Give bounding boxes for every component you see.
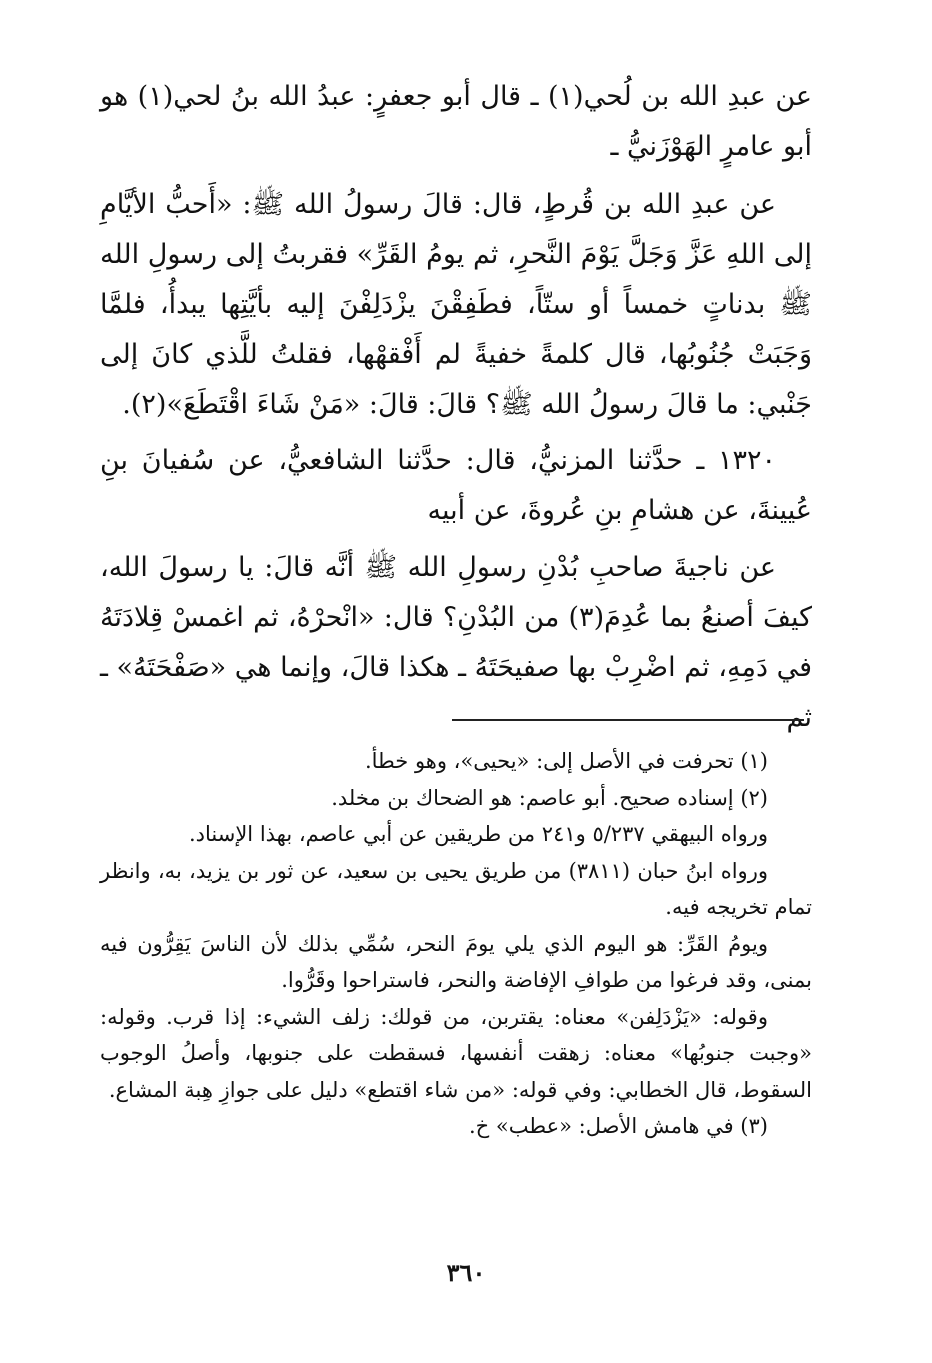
footnote-2-line-2: ورواه البيهقي ٥/٢٣٧ و٢٤١ من طريقين عن أبي عاصم، بهذا الإسناد. xyxy=(188,822,768,846)
hadith-number-paragraph: ١٣٢٠ ـ حدَّثنا المزنيُّ، قال: حدَّثنا الشافعيُّ، عن سُفيانَ بنِ عُيينةَ، عن هشامِ بنِ عُروةَ، عن أبيه xyxy=(100,445,812,526)
footnote-2-line-3: ورواه ابنُ حبان (٣٨١١) من طريق يحيى بن سعيد، عن ثور بن يزيد، به، وانظر تمام تخريجه فيه. xyxy=(100,858,812,919)
page-number: ٣٦٠ xyxy=(446,1258,486,1287)
hadith-text-paragraph: عن عبدِ الله بن قُرطٍ، قال: قالَ رسولُ الله ﷺ: «أَحبُّ الأيَّامِ إلى اللهِ عَزَّ وَجَلَّ يَوْمَ النَّحرِ، ثم يومُ القَرِّ» فقربتُ إلى رسولِ الله ﷺ بدناتٍ خمساً أو ستّاً، فطَفِقْنَ يزْدَلِفْنَ إليه بأيَّتِها يبدأُ، فلمَّا وَجَبَتْ جُنُوبُها، قال كلمةً خفيةً لم أَفْقهْها، فقلتُ للَّذي كانَ إلى جَنْبي: ما قالَ رسولُ الله ﷺ؟ قالَ: قالَ: «مَنْ شَاءَ اقْتَطَعَ»(٢). xyxy=(100,189,812,420)
footnote-2-line-5: وقوله: «يَزْدَلِفن» معناه: يقتربن، من قولك: زلف الشيء: إذا قرب. وقوله: «وجبت جنوبُها» معناه: زهقت أنفسها، فسقطت على جنوبها، وأصلُ الوجوب السقوط، قال الخطابي: وفي قوله: «من شاء اقتطع» دليل على جوازِ هِبة المشاع. xyxy=(100,1004,812,1102)
hadith-text-paragraph-2: عن ناجيةَ صاحبِ بُدْنِ رسولِ الله ﷺ أنَّه قالَ: يا رسولَ الله، كيفَ أصنعُ بما عُدِمَ(٣) من البُدْنِ؟ قال: «انْحرْهُ، ثم اغمسْ قِلادَتَهُ في دَمِهِ، ثم اضْرِبْ بها صفيحَتَهُ ـ هكذا قالَ، وإنما هي «صَفْحَتَهُ» ـ ثم xyxy=(100,552,813,733)
footnote-2: (٢) إسناده صحيح. أبو عاصم: هو الضحاك بن مخلد. xyxy=(331,785,768,810)
footnote-2-line-4: ويومُ القَرِّ: هو اليوم الذي يلي يومَ النحر، سُمِّي بذلك لأن الناسَ يَقِرُّون فيه بمنى، وقد فرغوا من طوافِ الإفاضة والنحر، فاستراحوا وقَرُّوا. xyxy=(100,931,812,992)
footnote-separator xyxy=(452,719,804,721)
footnotes-section xyxy=(100,743,812,1145)
hadith-chain-paragraph: عن عبدِ الله بن لُحي(١) ـ قال أبو جعفرٍ: عبدُ الله بنُ لحي(١) هو أبو عامرٍ الهَوْزَنيُّ ـ xyxy=(100,81,812,162)
footnote-1: (١) تحرفت في الأصل إلى: «يحيى»، وهو خطأ. xyxy=(364,749,768,773)
footnote-3: (٣) في هامش الأصل: «عطب» خ. xyxy=(468,1114,768,1138)
